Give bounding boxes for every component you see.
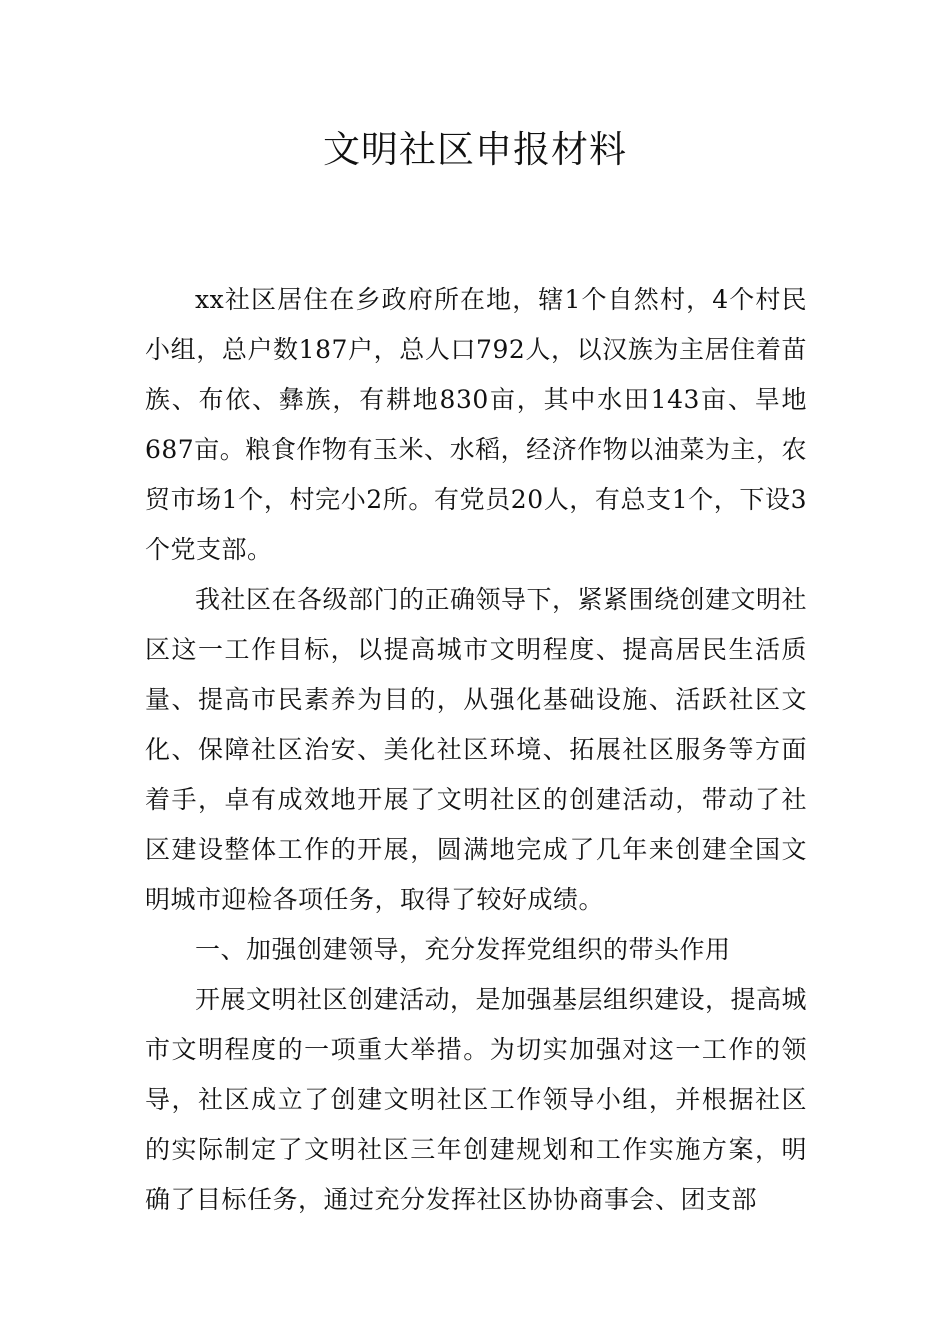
section-heading-leadership: 一、加强创建领导，充分发挥党组织的带头作用 <box>195 935 731 964</box>
paragraph-creation-summary: 我社区在各级部门的正确领导下，紧紧围绕创建文明社区这一工作目标，以提高城市文明程度、提高居民生活质量、提高市民素养为目的，从强化基础设施、活跃社区文化、保障社区治安、美化社区环境、拓展社区服务等方面着手，卓有成效地开展了文明社区的创建活动，带动了社区建设整体工作的开展，圆满地完成了几年来创建全国文明城市迎检各项任务，取得了较好成绩。 <box>145 585 808 914</box>
document-body <box>145 275 807 1225</box>
paragraph-leadership-details: 开展文明社区创建活动，是加强基层组织建设，提高城市文明程度的一项重大举措。为切实加强对这一工作的领导，社区成立了创建文明社区工作领导小组，并根据社区的实际制定了文明社区三年创建规划和工作实施方案，明确了目标任务，通过充分发挥社区协协商事会、团支部 <box>145 985 808 1214</box>
paragraph-community-overview: xx社区居住在乡政府所在地，辖1个自然村，4个村民小组，总户数187户，总人口792人，以汉族为主居住着苗族、布依、彝族，有耕地830亩，其中水田143亩、旱地687亩。粮食作物有玉米、水稻，经济作物以油菜为主，农贸市场1个，村完小2所。有党员20人，有总支1个，下设3个党支部。 <box>145 285 807 564</box>
document-title: 文明社区申报材料 <box>323 128 627 171</box>
